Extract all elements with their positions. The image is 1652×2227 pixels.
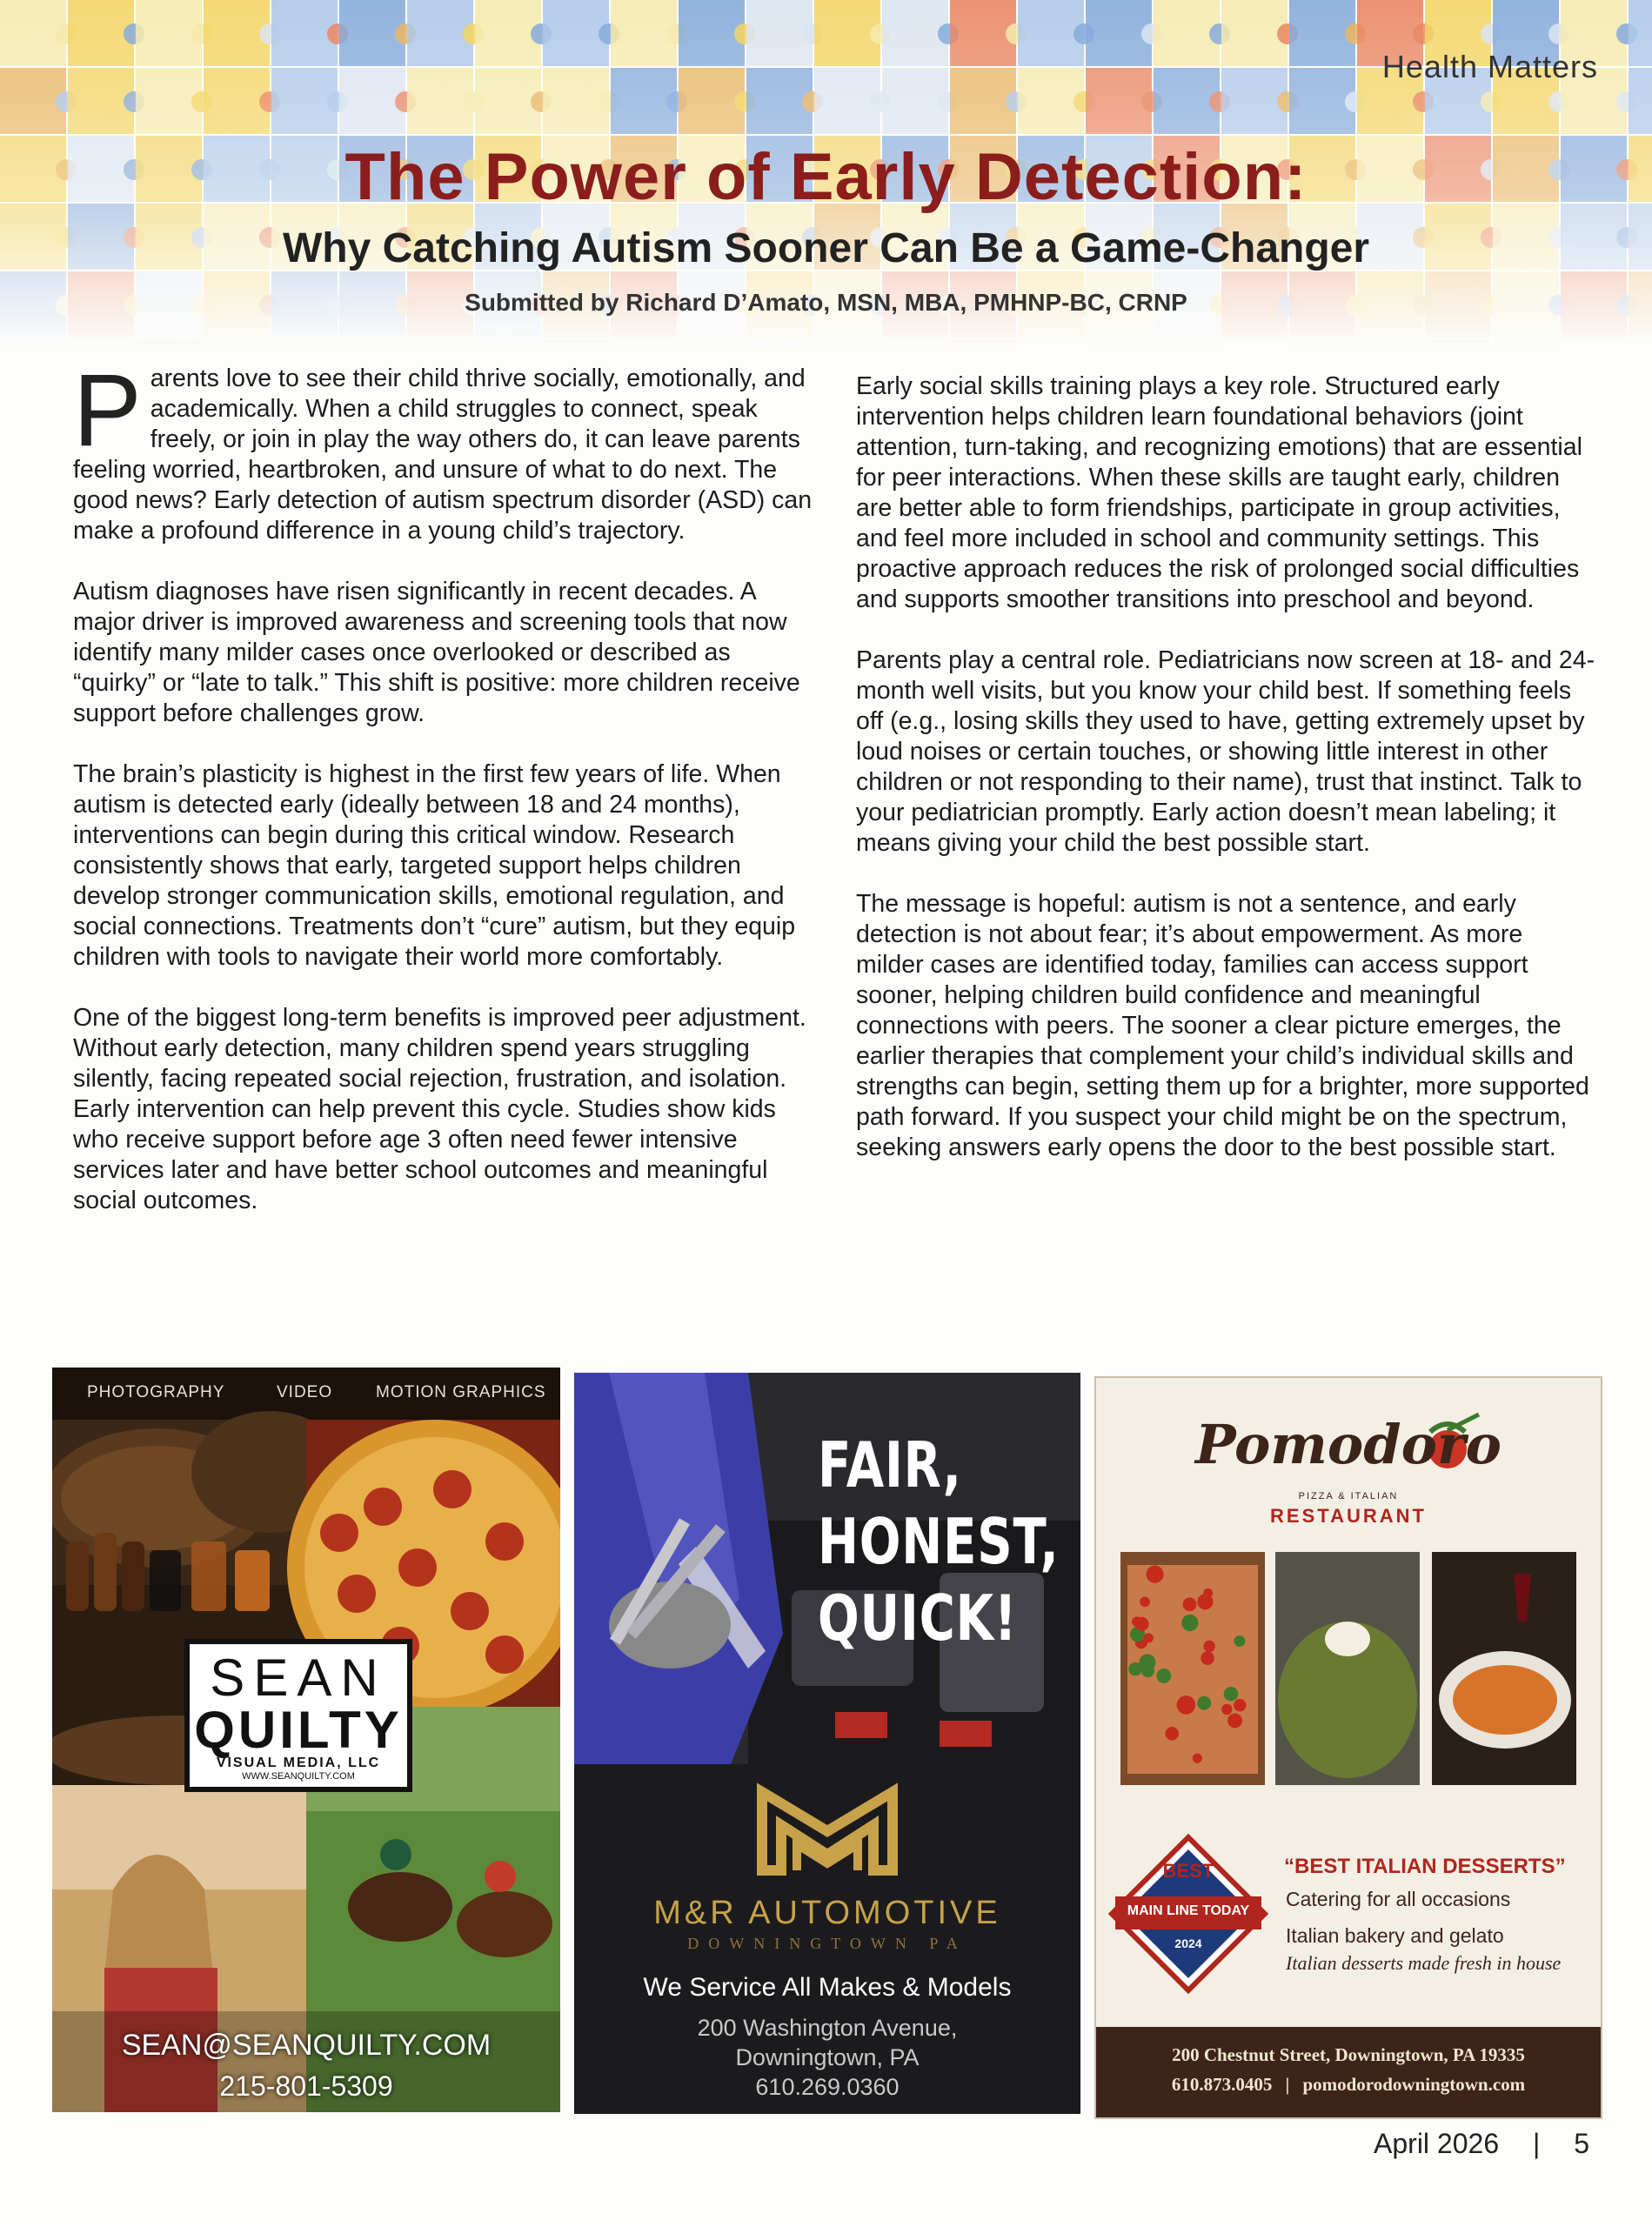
badge-main-line-today: MAIN LINE TODAY — [1127, 1903, 1250, 1918]
sean-phone[interactable]: 215-801-5309 — [219, 2070, 393, 2102]
pom-restaurant: RESTAURANT — [1270, 1505, 1427, 1527]
byline: Submitted by Richard D’Amato, MSN, MBA, PMHNP-BC, CRNP — [465, 289, 1187, 316]
mr-headline — [818, 1427, 1060, 1656]
badge-best: BEST — [1162, 1860, 1214, 1882]
paragraph-1-text: arents love to see their child thrive socially, emotionally, and academically. When a child struggles to connect, speak freely, or join in play the way others do, it can leave parents feeling worried, heartbroken, and unsure of what to do next. The good news? Early detection of autism spectrum disorder (ASD) can make a profound difference in a young child’s trajectory. — [73, 364, 813, 545]
mr-phone[interactable]: 610.269.0360 — [755, 2074, 900, 2100]
pom-website[interactable]: pomodorodowningtown.com — [1302, 2074, 1526, 2095]
mr-address-2: Downingtown, PA — [735, 2044, 920, 2070]
page-number: 5 — [1574, 2128, 1589, 2159]
service-motion-graphics: MOTION GRAPHICS — [376, 1383, 546, 1401]
issue-date: April 2026 — [1374, 2128, 1500, 2159]
sean-logo-company: VISUAL MEDIA, LLC — [216, 1756, 381, 1770]
service-photography: PHOTOGRAPHY — [87, 1383, 225, 1401]
pom-quote: “BEST ITALIAN DESSERTS” — [1284, 1855, 1566, 1878]
mr-location: DOWNINGTOWN PA — [687, 1935, 967, 1952]
mr-headline-line-3: QUICK! — [818, 1582, 1018, 1655]
mr-tagline: We Service All Makes & Models — [643, 1973, 1012, 2002]
pom-separator: | — [1285, 2074, 1290, 2095]
pom-address: 200 Chestnut Street, Downingtown, PA 19335 — [1172, 2044, 1525, 2065]
article-column-right — [856, 371, 1595, 1194]
article-paragraph-4: One of the biggest long-term benefits is improved peer adjustment. Without early detection, many children spend years struggling silently, facing repeated social rejection, frustration, and isolation. Early intervention can help prevent this cycle. Studies show kids who receive support before age 3 often need fewer intensive services later and have better school outcomes and meaningful social outcomes. — [73, 1004, 806, 1214]
sean-logo-website: WWW.SEANQUILTY.COM — [242, 1771, 355, 1782]
sean-logo-box — [184, 1639, 412, 1792]
article-paragraph-2: Autism diagnoses have risen significantly in recent decades. A major driver is improved awareness and screening tools that now identify many milder cases once overlooked or described as “quirky” or “late to talk.” This shift is positive: more children receive support before challenges grow. — [73, 578, 800, 727]
ad-sean-quilty[interactable] — [52, 1368, 560, 2112]
page-footer — [1374, 2128, 1589, 2160]
pom-fresh: Italian desserts made fresh in house — [1286, 1952, 1562, 1974]
page-subtitle: Why Catching Autism Sooner Can Be a Game-Changer — [282, 225, 1370, 271]
ad-pomodoro[interactable] — [1094, 1376, 1602, 2119]
drop-cap: P — [73, 353, 142, 468]
article-paragraph-6: Parents play a central role. Pediatricians now screen at 18- and 24-month well visits, but you know your child best. If something feels off (e.g., losing skills they used to have, getting extremely upset by loud noises or certain touches, or showing little interest in other children or not responding to their name), trust that instinct. Talk to your pediatrician promptly. Early action doesn’t mean labeling; it means giving your child the best possible start. — [856, 646, 1595, 857]
section-label: Health Matters — [1381, 49, 1598, 84]
sean-logo-name-2: QUILTY — [194, 1701, 403, 1759]
pom-catering: Catering for all occasions — [1286, 1888, 1511, 1910]
article-paragraph-5: Early social skills training plays a key role. Structured early intervention helps children learn foundational behaviors (joint attention, turn-taking, and recognizing emotions) that are essential for peer interactions. When these skills are taught early, children are better able to form friendships, participate in group activities, and feel more included in school and community settings. This proactive approach reduces the risk of prolonged social difficulties and supports smoother transitions into preschool and beyond. — [856, 372, 1582, 613]
footer-separator: | — [1533, 2128, 1541, 2159]
pom-ad-artwork — [1096, 1378, 1601, 2117]
article-paragraph-3: The brain’s plasticity is highest in the first few years of life. When autism is detected early (ideally between 18 and 24 months), interventions can begin during this critical window. Research consistently shows that early, targeted support helps children develop stronger communication skills, emotional regulation, and social connections. Treatments don’t “cure” autism, but they equip children with tools to navigate their world more comfortably. — [73, 760, 796, 971]
header-banner — [0, 0, 1652, 348]
pom-subtitle: PIZZA & ITALIAN — [1298, 1491, 1399, 1501]
article-paragraph-1 — [73, 353, 817, 546]
service-video: VIDEO — [277, 1383, 333, 1401]
mr-address-1: 200 Washington Avenue, — [697, 2015, 958, 2041]
pom-contact — [1096, 2074, 1601, 2096]
beer-bottle — [66, 1542, 89, 1611]
mr-headline-line-1: FAIR, — [818, 1428, 962, 1501]
sean-email[interactable]: SEAN@SEANQUILTY.COM — [121, 2029, 492, 2062]
ad-mr-automotive[interactable] — [574, 1373, 1080, 2114]
sean-logo-name-1: SEAN — [210, 1649, 387, 1707]
badge-year: 2024 — [1174, 1936, 1202, 1950]
mr-name: M&R AUTOMOTIVE — [653, 1895, 1001, 1931]
pom-logo: Pomodoro — [1195, 1413, 1502, 1476]
mr-headline-line-2: HONEST, — [818, 1505, 1060, 1578]
article-column-left — [73, 353, 817, 1247]
pom-bakery: Italian bakery and gelato — [1286, 1924, 1504, 1947]
horse — [348, 1872, 452, 1942]
pom-phone[interactable]: 610.873.0405 — [1171, 2074, 1273, 2095]
page-title: The Power of Early Detection: — [344, 140, 1308, 214]
article-paragraph-7: The message is hopeful: autism is not a sentence, and early detection is not about fear; it’s about empowerment. As more milder cases are identified today, families can access support sooner, helping children build confidence and meaningful connections with peers. The sooner a clear picture emerges, the earlier therapies that complement your child’s individual skills and strengths can begin, setting them up for a brighter, more supported path forward. If you suspect your child might be on the spectrum, seeking answers early opens the door to the best possible start. — [856, 890, 1589, 1161]
